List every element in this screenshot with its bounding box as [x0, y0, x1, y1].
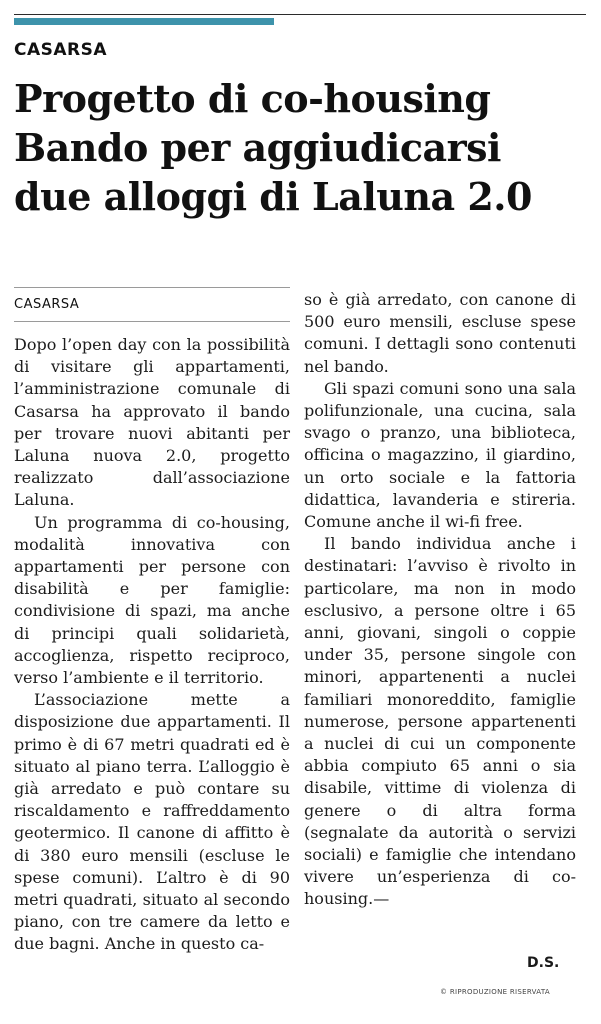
dateline: CASARSA — [14, 297, 80, 312]
headline — [14, 74, 589, 221]
column-top-rule — [14, 287, 290, 288]
paragraph: L’associazione mette a disposizione due appartamenti. Il primo è di 67 metri quadrati ed è situato al piano terra. L’alloggio è già arredato e può contare su riscaldamento e raffreddamento geotermico. Il canone di affitto è di 380 euro mensili (escluse le spese comuni). L’altro è di 90 metri quadrati, situato al secondo piano, con tre camere da letto e due bagni. Anche in questo ca- — [14, 690, 290, 954]
paragraph: Dopo l’open day con la possibilità di visitare gli appartamenti, l’amministrazione comunale di Casarsa ha approvato il bando per trovare nuovi abitanti per Laluna nuova 2.0, progetto realizzato dall’associazione Laluna. — [14, 335, 290, 510]
kicker: CASARSA — [14, 40, 108, 60]
dateline-rule — [14, 321, 290, 322]
headline-line-2: Bando per aggiudicarsi — [14, 125, 501, 170]
accent-bar — [14, 18, 274, 25]
paragraph: so è già arredato, con canone di 500 euro mensili, escluse spese comuni. I dettagli sono contenuti nel bando. — [304, 290, 576, 376]
paragraph: Il bando individua anche i destinatari: l’avviso è rivolto in particolare, ma non in modo esclusivo, a persone oltre i 65 anni, giovani, singoli o coppie under 35, persone singole con minori, appartenenti a nuclei familiari monoreddito, famiglie numerose, persone appartenenti a nuclei di cui un componente abbia compiuto 65 anni o sia disabile, vittime di violenza di genere o di altra forma (segnalate da autorità o servizi sociali) e famiglie che intendano vivere un’esperienza di co-housing.— — [304, 534, 576, 909]
right-column — [304, 289, 576, 911]
headline-line-1: Progetto di co-housing — [14, 76, 491, 121]
left-column — [14, 334, 290, 956]
paragraph: Gli spazi comuni sono una sala polifunzionale, una cucina, sala svago o pranzo, una biblioteca, officina o magazzino, il giardino, un orto sociale e la fattoria didattica, lavanderia e stireria. Comune anche il wi-fi free. — [304, 378, 576, 532]
headline-line-3: due alloggi di Laluna 2.0 — [14, 174, 532, 219]
copyright-notice: © RIPRODUZIONE RISERVATA — [440, 988, 550, 996]
paragraph: Un programma di co-housing, modalità innovativa con appartamenti per persone con disabilità e per famiglie: condivisione di spazi, ma anche di principi quali solidarietà, accoglienza, rispetto reciproco, verso l’ambiente e il territorio. — [14, 512, 290, 688]
top-rule — [14, 14, 586, 15]
author-signature: D.S. — [527, 955, 560, 971]
